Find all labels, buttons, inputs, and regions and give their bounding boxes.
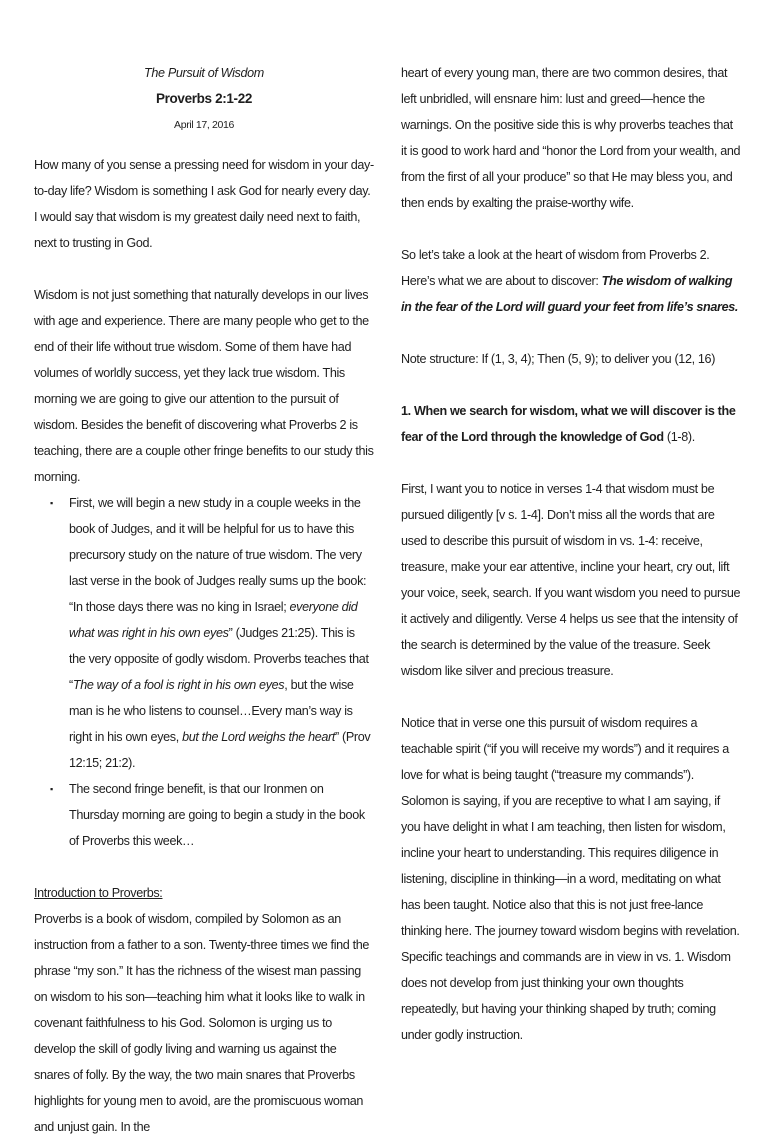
structure-note: Note structure: If (1, 3, 4); Then (5, 9); to deliver you (12, 16) <box>401 352 716 366</box>
paragraph-not-natural: Wisdom is not just something that naturally develops in our lives with age and experience. There are many people who get to the end of their life without true wisdom. Some of them have had volumes of worldly success, yet they lack true wisdom. This morning we are going to give our attention to the pursuit of wisdom. Besides the benefit of discovering what Proverbs 2 is teaching, there are a couple other fringe benefits to our study this morning. <box>34 288 374 484</box>
title-block <box>34 60 374 138</box>
doc-title: The Pursuit of Wisdom <box>144 66 264 80</box>
left-column <box>34 60 374 1140</box>
paragraph-teachable-spirit: Notice that in verse one this pursuit of wisdom requires a teachable spirit (“if you will receive my words”) and it requires a love for what is being taught (“treasure my commands”). Solomon is saying, if you are receptive to what I am saying, if you have delight in what I am teaching, then listen for wisdom, incline your heart to understanding. This requires diligence in listening, discipline in thinking—in a word, meditating on what has been taught. Notice also that this is not just free-lance thinking here. The journey toward wisdom begins with revelation. Specific teachings and commands are in view in vs. 1. Wisdom does not develop from just thinking your own thoughts repeatedly, but having your thinking shaped by truth; coming under godly instruction. <box>401 716 740 1042</box>
point-one-heading: 1. When we search for wisdom, what we will discover is the fear of the Lord through the knowledge of God (1-8). <box>401 404 736 444</box>
bullet-icon: ▪ <box>50 784 53 794</box>
doc-date: April 17, 2016 <box>174 119 234 131</box>
fringe-benefits-list <box>34 490 374 854</box>
scripture-reference: Proverbs 2:1-22 <box>155 91 253 106</box>
bullet-icon: ▪ <box>50 498 53 508</box>
right-column <box>401 60 741 1048</box>
list-item-judges: ▪ First, we will begin a new study in a couple weeks in the book of Judges, and it will be helpful for us to have this precursory study on the nature of true wisdom. The very last verse in the book of Judges really sums up the book: “In those days there was no king in Israel; everyone did what was right in his own eyes” (Judges 21:25). This is the very opposite of godly wisdom. Proverbs teaches that “The way of a fool is right in his own eyes, but the wise man is he who listens to counsel…Every man’s way is right in his own eyes, but the Lord weighs the heart” (Prov 12:15; 21:2). <box>69 490 374 776</box>
paragraph-pursued-diligently: First, I want you to notice in verses 1-4 that wisdom must be pursued diligently [v s. 1-4]. Don’t miss all the words that are used to describe this pursuit of wisdom in vs. 1-4: receive, treasure, make your ear attentive, incline your heart, cry out, lift your voice, seek, search. If you want wisdom you need to pursue it actively and diligently. Verse 4 helps us see that the intensity of the search is determined by the value of the treasure. Seek wisdom like silver and precious treasure. <box>401 482 741 678</box>
section-heading-introduction: Introduction to Proverbs: <box>34 886 163 900</box>
paragraph-need-for-wisdom: How many of you sense a pressing need for wisdom in your day-to-day life? Wisdom is something I ask God for nearly every day. I would say that wisdom is my greatest daily need next to faith, next to trusting in God. <box>34 158 374 250</box>
paragraph-two-desires: heart of every young man, there are two common desires, that left unbridled, will ensnare him: lust and greed—hence the warnings. On the positive side this is why proverbs teaches that it is good to work hard and “honor the Lord from your wealth, and from the first of all your produce” so that He may bless you, and then ends by exalting the praise-worthy wife. <box>401 66 741 210</box>
list-item-ironmen: ▪ The second fringe benefit, is that our Ironmen on Thursday morning are going to begin a study in the book of Proverbs this week… <box>69 776 374 854</box>
paragraph-heart-of-wisdom: So let’s take a look at the heart of wisdom from Proverbs 2. Here’s what we are about to discover: The wisdom of walking in the fear of the Lord will guard your feet from life’s snares. <box>401 248 739 314</box>
thesis-statement: The wisdom of walking in the fear of the Lord will guard your feet from life’s snares. <box>401 274 739 314</box>
paragraph-introduction: Proverbs is a book of wisdom, compiled by Solomon as an instruction from a father to a son. Twenty-three times we find the phrase “my son.” It has the richness of the wisest man passing on wisdom to his son—teaching him what it looks like to walk in covenant faithfulness to his God. Solomon is urging us to develop the skill of godly living and warning us against the snares of folly. By the way, the two main snares that Proverbs highlights for young men to avoid, are the promiscuous woman and unjust gain. In the <box>34 912 370 1134</box>
